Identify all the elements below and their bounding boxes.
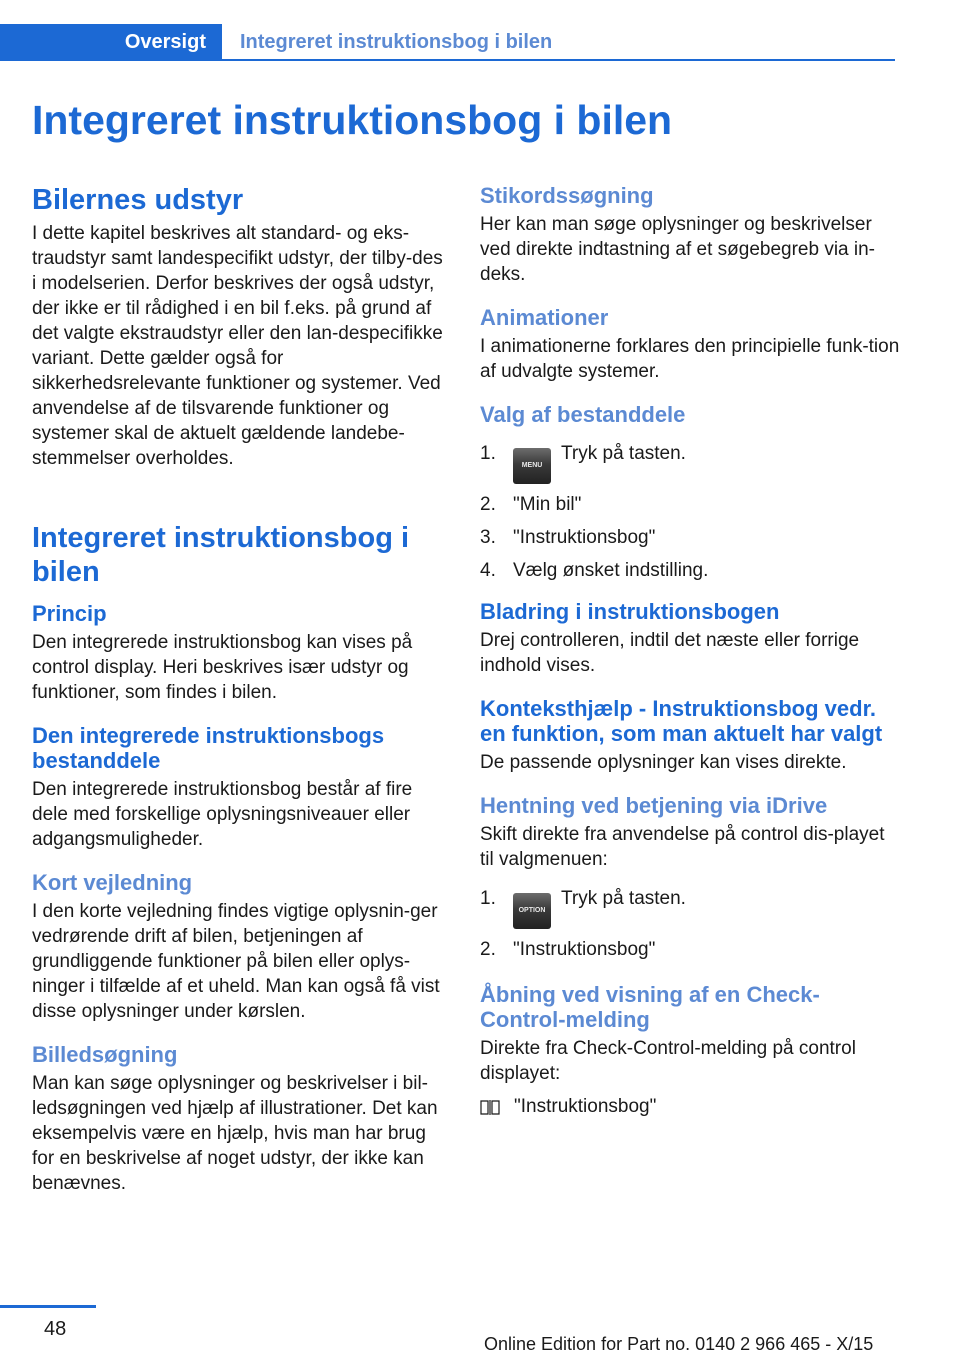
footer-rule (0, 1305, 96, 1308)
idrive-steps-list (480, 886, 900, 962)
list-item: 2. "Instruktionsbog" (480, 939, 656, 960)
list-item: 1. OPTIONTryk på tasten. (480, 886, 900, 929)
heading-keyword-search: Stikordssøgning (480, 183, 654, 208)
menu-key-icon: MENU (513, 448, 551, 484)
paragraph-principle: Den integrerede instruktionsbog kan vises på control display. Heri beskrives især udstyr og funktioner, som findes i bilen. (32, 632, 413, 703)
list-item: 1. MENUTryk på tasten. (480, 441, 900, 484)
paragraph-image-search: Man kan søge oplysninger og beskrivelser i bil-ledsøgningen ved hjælp af illustrationer. Det kan eksempelvis være en hjælp, hvis man har brug for en beskrivelse af noget udstyr, der ikke kan benævnes. (32, 1073, 438, 1194)
left-column (32, 183, 452, 1196)
paragraph-context-help: De passende oplysninger kan vises direkte. (480, 752, 847, 773)
right-column (480, 183, 900, 1119)
paragraph-quick-guide: I den korte vejledning findes vigtige oplysnin-ger vedrørende drift af bilen, betjeningen af grundliggende funktioner på bilen eller oplys-ninger i tilfælde af et uheld. Man kan også få vist disse oplysninger under kørslen. (32, 901, 440, 1022)
paragraph-check-control: Direkte fra Check-Control-melding på control displayet: (480, 1038, 856, 1084)
page-number: 48 (44, 1318, 67, 1340)
paragraph-parts: Den integrerede instruktionsbog består af fire dele med forskellige oplysningsniveauer eller adgangsmuligheder. (32, 779, 413, 850)
heading-equipment: Bilernes udstyr (32, 184, 244, 216)
heading-integrated-manual: Integreret instruktionsbog i bilen (32, 522, 410, 588)
header-section-tab: Oversigt (0, 24, 222, 61)
heading-parts: Den integrerede instruktionsbogs bestanddele (32, 723, 385, 773)
option-key-icon: OPTION (513, 893, 551, 929)
page-title: Integreret instruktionsbog i bilen (32, 97, 673, 143)
footer-edition: Online Edition for Part no. 0140 2 966 465 - X/15 (484, 1334, 874, 1354)
heading-animations: Animationer (480, 305, 609, 330)
heading-context-help: Konteksthjælp - Instruktionsbog vedr. en funktion, som man aktuelt har valgt (480, 696, 883, 746)
check-control-ref: "Instruktionsbog" (480, 1094, 900, 1119)
heading-principle: Princip (32, 601, 107, 626)
paragraph-browse: Drej controlleren, indtil det næste eller forrige indhold vises. (480, 630, 860, 676)
heading-quick-guide: Kort vejledning (32, 870, 193, 895)
header-chapter-title: Integreret instruktionsbog i bilen (240, 31, 553, 53)
page-header (0, 24, 895, 61)
book-icon (480, 1098, 500, 1116)
paragraph-equipment: I dette kapitel beskrives alt standard- og eks-traudstyr samt landespecifikt udstyr, der tilby-des i modelserien. Derfor beskrives der også udstyr, der ikke er til rådighed i en bil f.eks. på grund af det valgte ekstraudstyr eller den lan-despecifikke variant. Dette gælder også for sikkerhedsrelevante funktioner og systemer. Ved anvendelse af de tilsvarende funktioner og systemer skal de aktuelt gældende landebe-stemmelser overholdes. (32, 223, 443, 469)
heading-image-search: Billedsøgning (32, 1042, 178, 1067)
paragraph-idrive: Skift direkte fra anvendelse på control dis-playet til valgmenuen: (480, 824, 885, 870)
heading-browse: Bladring i instruktionsbogen (480, 599, 780, 624)
select-steps-list (480, 441, 900, 583)
paragraph-keyword-search: Her kan man søge oplysninger og beskrivelser ved direkte indtastning af et søgebegreb via in-deks. (480, 214, 876, 285)
heading-check-control: Åbning ved visning af en Check-Control-melding (480, 982, 820, 1032)
heading-idrive: Hentning ved betjening via iDrive (480, 793, 828, 818)
list-item: 3. "Instruktionsbog" (480, 527, 656, 548)
paragraph-animations: I animationerne forklares den principielle funk-tion af udvalgte systemer. (480, 336, 900, 382)
header-rule (222, 59, 895, 61)
heading-select-parts: Valg af bestanddele (480, 402, 686, 427)
list-item: 2. "Min bil" (480, 494, 582, 515)
list-item: 4. Vælg ønsket indstilling. (480, 560, 709, 581)
